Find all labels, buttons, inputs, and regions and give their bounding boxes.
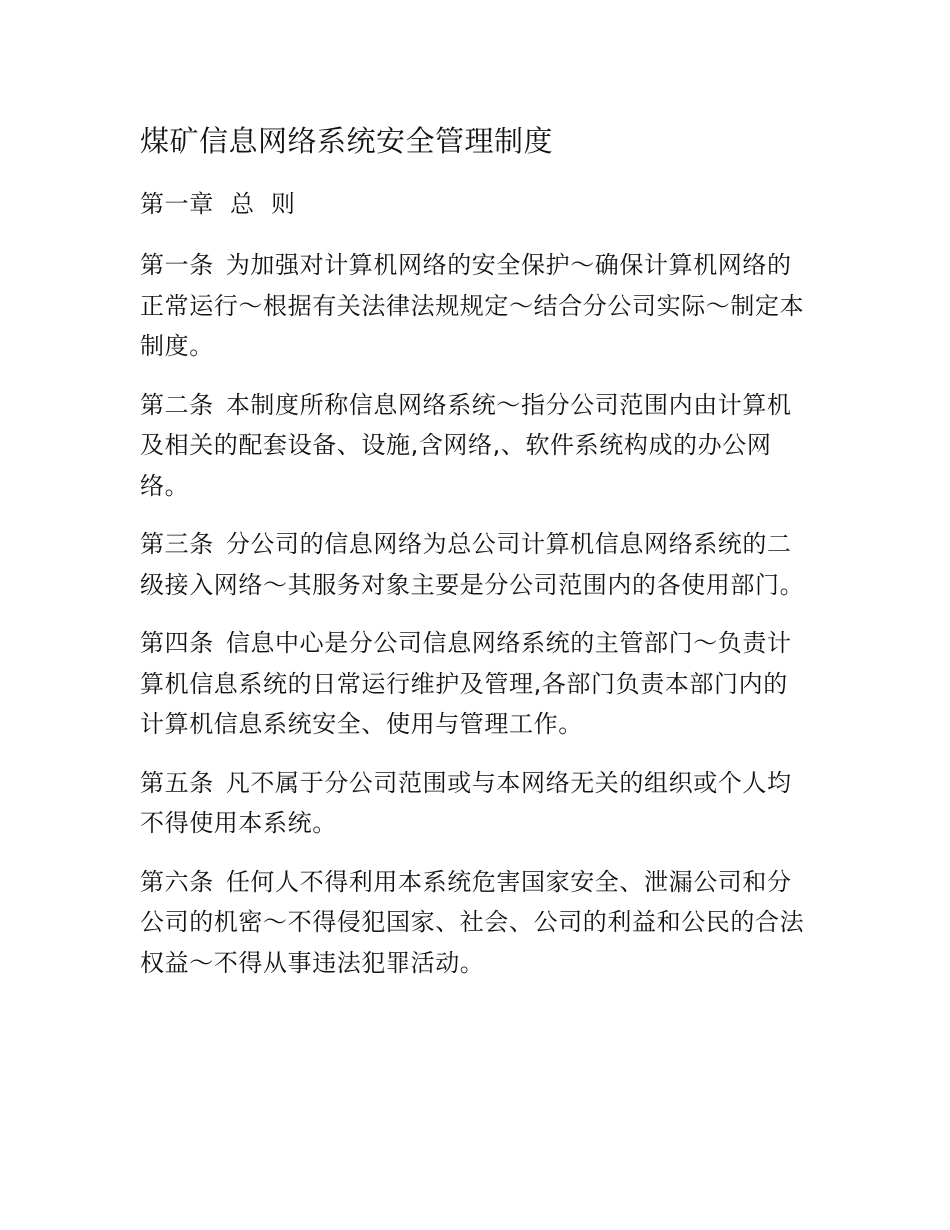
- article-text: 为加强对计算机网络的安全保护～确保计算机网络的正常运行～根据有关法律法规规定～结合分公司实际～制定本制度。: [140, 251, 805, 360]
- article-text: 信息中心是分公司信息网络系统的主管部门～负责计算机信息系统的日常运行维护及管理,各部门负责本部门内的计算机信息系统安全、使用与管理工作。: [140, 629, 792, 738]
- article-text: 本制度所称信息网络系统～指分公司范围内由计算机及相关的配套设备、设施,含网络,、软件系统构成的办公网络。: [140, 390, 792, 500]
- article-1: [140, 245, 812, 367]
- article-number: 第四条: [140, 629, 214, 657]
- document-body: [140, 118, 812, 1001]
- article-text: 分公司的信息网络为总公司计算机信息网络系统的二级接入网络～其服务对象主要是分公司范围内的各使用部门。: [140, 530, 805, 599]
- chapter-heading: [140, 184, 812, 224]
- article-5: [140, 763, 812, 844]
- article-number: 第三条: [140, 530, 214, 558]
- article-text: 任何人不得利用本系统危害国家安全、泄漏公司和分公司的机密～不得侵犯国家、社会、公司的利益和公民的合法权益～不得从事违法犯罪活动。: [140, 867, 805, 977]
- document-title: 煤矿信息网络系统安全管理制度: [140, 124, 554, 158]
- chapter-name-part2: 则: [270, 190, 296, 218]
- article-3: [140, 524, 812, 605]
- article-4: [140, 623, 812, 745]
- article-6: [140, 862, 812, 984]
- chapter-name-part1: 总: [230, 190, 255, 218]
- article-2: [140, 385, 812, 507]
- article-number: 第五条: [140, 768, 214, 797]
- article-number: 第二条: [140, 390, 214, 419]
- article-number: 第一条: [140, 251, 214, 279]
- chapter-label: 第一章: [140, 190, 214, 218]
- article-number: 第六条: [140, 867, 214, 896]
- article-text: 凡不属于分公司范围或与本网络无关的组织或个人均不得使用本系统。: [140, 768, 792, 837]
